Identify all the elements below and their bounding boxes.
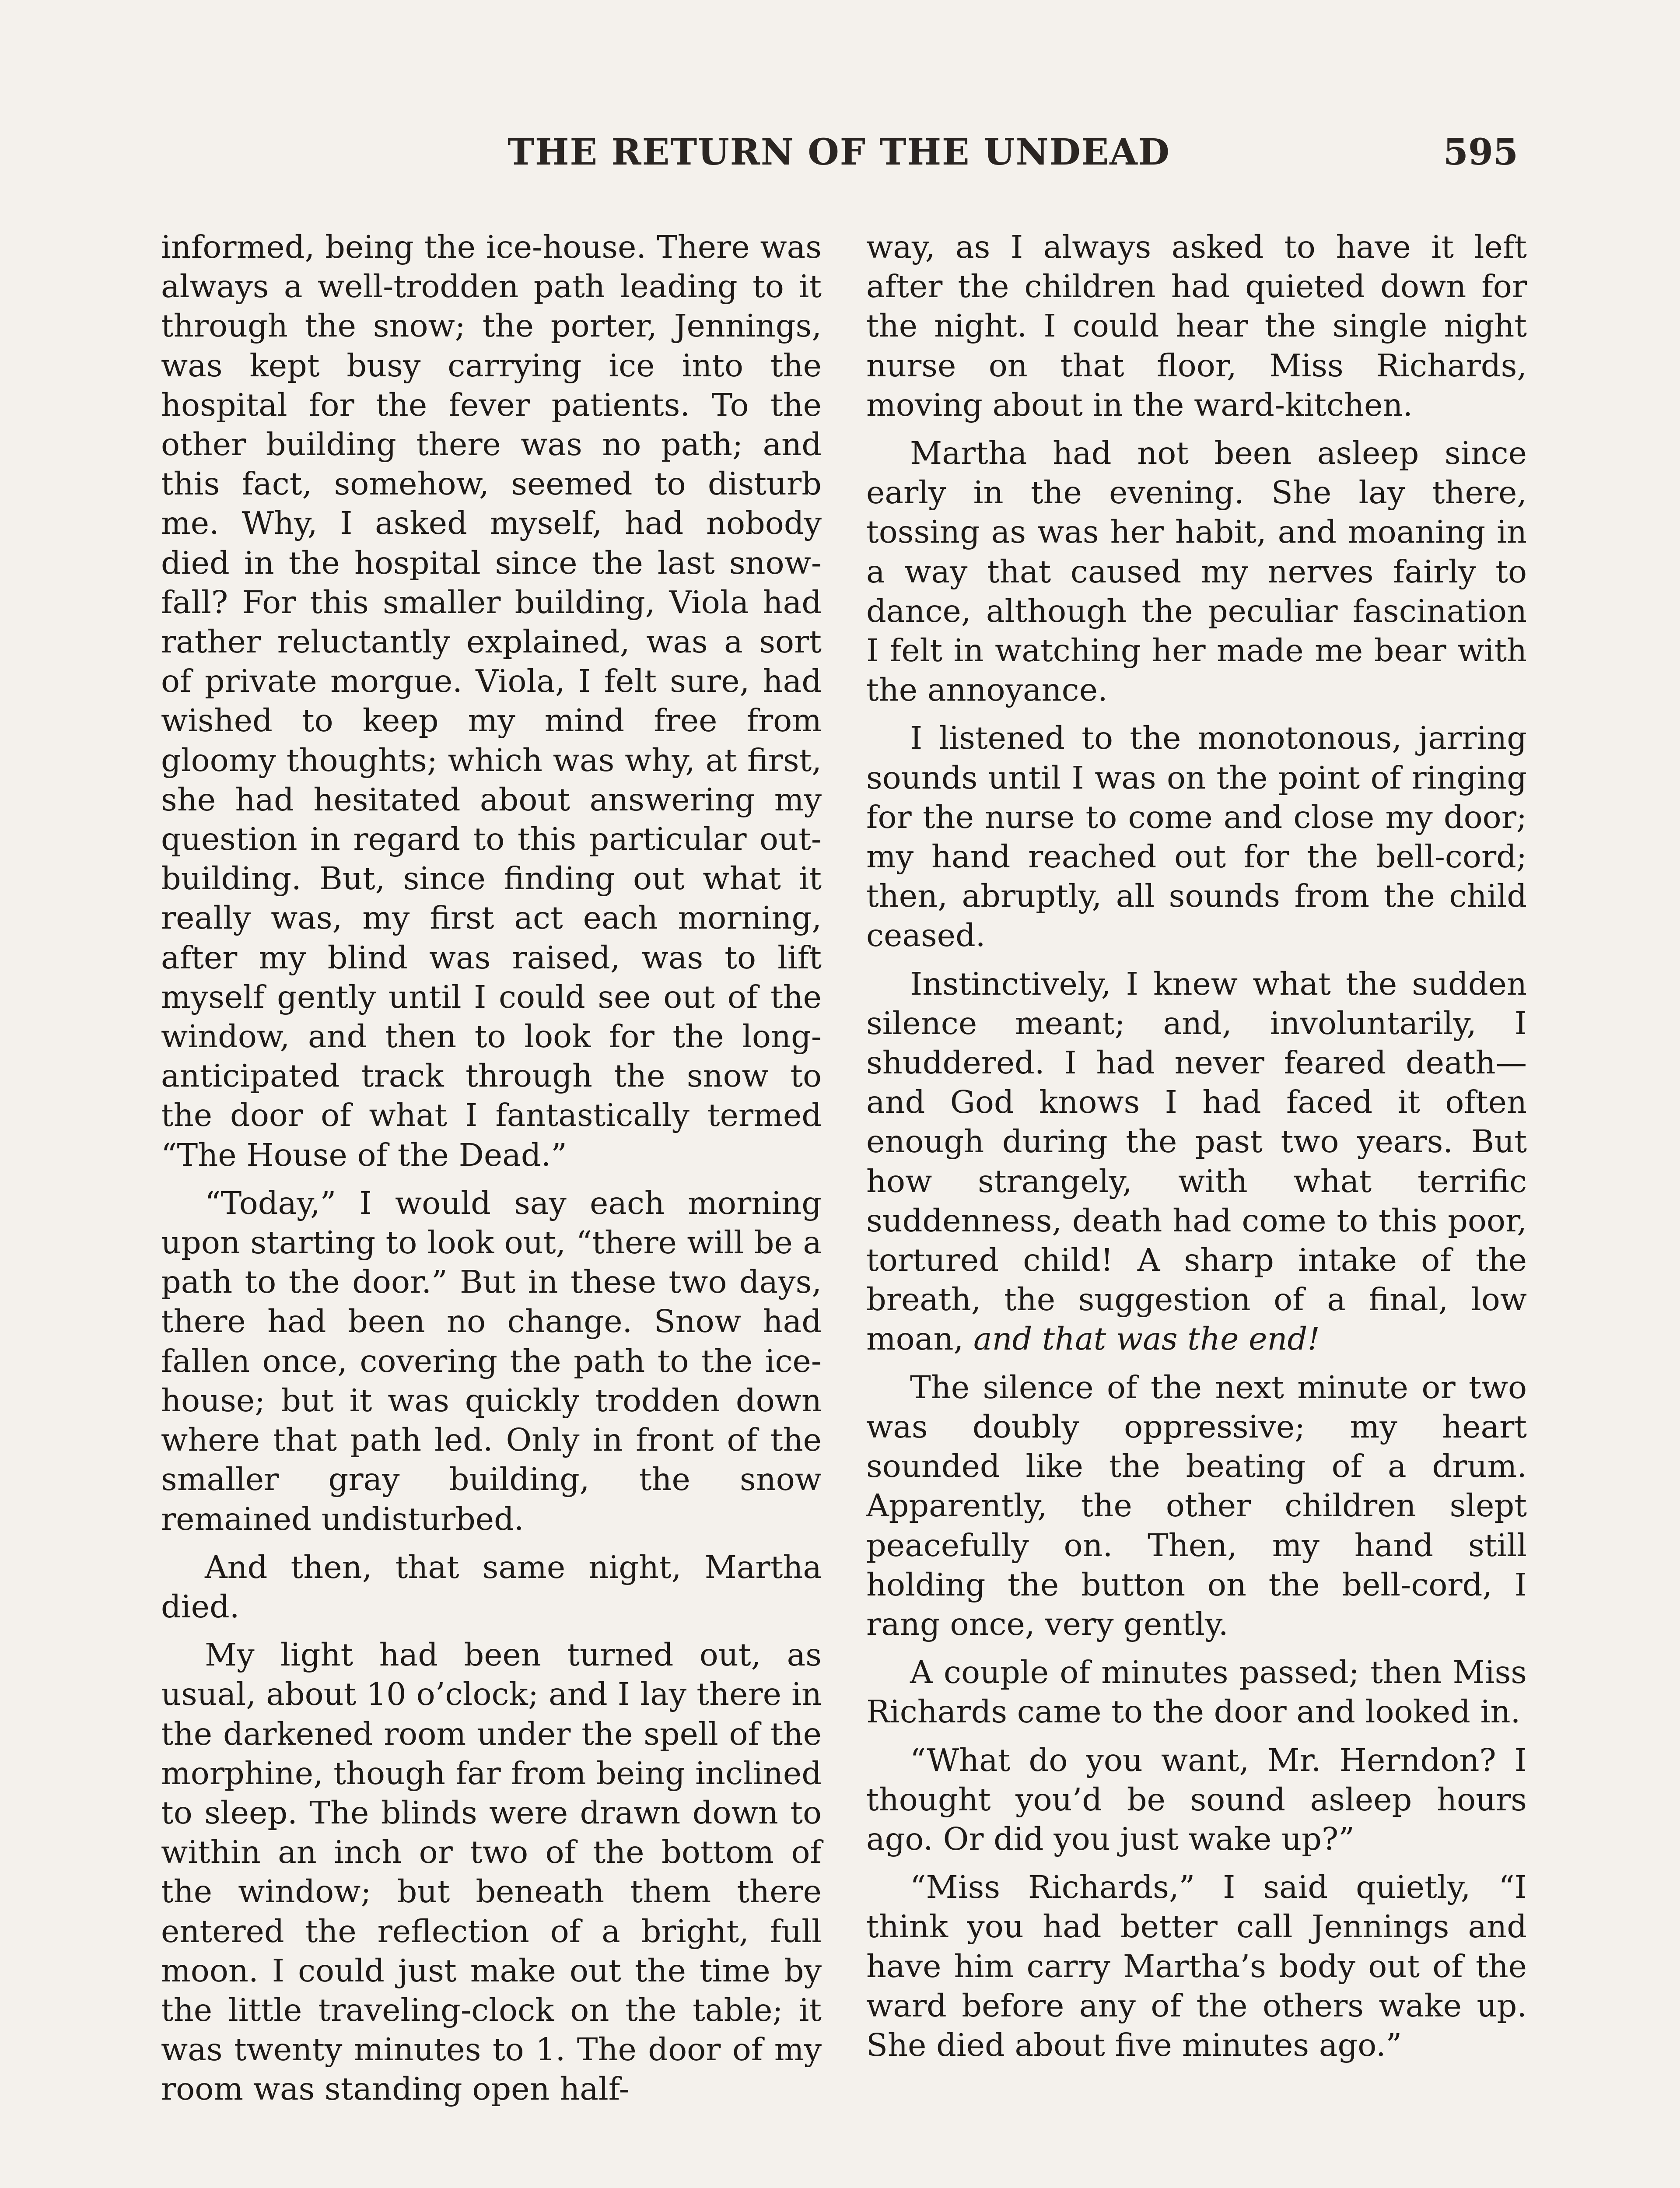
paragraph-text: Instinctively, I knew what the sudden silence meant; and, involuntarily, I shuddered. I had never feared death—and God knows I had faced it often enough during the past two years. But how strangely, with what terrific suddenness, death had come to this poor, tortured child! A sharp intake of the breath, the suggestion of a final, low moan, (866, 965, 1527, 1357)
paragraph: “Today,” I would say each morning upon starting to look out, “there will be a path to the door.” But in these two days, there had been no change. Snow had fallen once, covering the path to the ice-house; but it was quickly trodden down where that path led. Only in front of the smaller gray building, the snow remained undisturbed. (161, 1185, 822, 1537)
italic-ending: and that was the end! (973, 1321, 1320, 1357)
paragraph: My light had been turned out, as usual, about 10 o’clock; and I lay there in the darkened room under the spell of the morphine, though far from being inclined to sleep. The blinds were drawn down to within an inch or two of the bottom of the window; but beneath them there entered the reflection of a bright, full moon. I could just make out the time by the little traveling-clock on the table; it was twenty minutes to 1. The door of my room was standing open half- (161, 1637, 822, 2107)
paragraph: A couple of minutes passed; then Miss Richards came to the door and looked in. (866, 1654, 1527, 1730)
paragraph: And then, that same night, Martha died. (161, 1549, 822, 1625)
paragraph: The silence of the next minute or two was doubly oppressive; my heart sounded like the beating of a drum. Apparently, the other children slept peacefully on. Then, my hand still holding the button on the bell-cord, I rang once, very gently. (866, 1369, 1527, 1642)
paragraph: way, as I always asked to have it left after the children had quieted down for the night. I could hear the single night nurse on that floor, Miss Richards, moving about in the ward-kitchen. (866, 229, 1527, 423)
running-head (158, 131, 1518, 179)
paragraph: informed, being the ice-house. There was always a well-trodden path leading to it through the snow; the porter, Jennings, was kept busy carrying ice into the hospital for the fever patients. To the other building there was no path; and this fact, somehow, seemed to disturb me. Why, I asked myself, had nobody died in the hospital since the last snow-fall? For this smaller building, Viola had rather reluctantly explained, was a sort of private morgue. Viola, I felt sure, had wished to keep my mind free from gloomy thoughts; which was why, at first, she had hesitated about answering my question in regard to this particular out-building. But, since finding out what it really was, my first act each morning, after my blind was raised, was to lift myself gently until I could see out of the window, and then to look for the long-anticipated track through the snow to the door of what I fantastically termed “The House of the Dead.” (161, 229, 822, 1173)
paragraph: I listened to the monotonous, jarring sounds until I was on the point of ringing for the nurse to come and close my door; my hand reached out for the bell-cord; then, abruptly, all sounds from the child ceased. (866, 720, 1527, 954)
text-column-left (161, 228, 822, 2109)
paragraph-with-italic-ending (866, 964, 1527, 1359)
paragraph: Martha had not been asleep since early in the evening. She lay there, tossing as was her habit, and moaning in a way that caused my nerves fairly to dance, although the peculiar fascination I felt in watching her made me bear with the annoyance. (866, 435, 1527, 708)
running-title: THE RETURN OF THE UNDEAD (508, 131, 1170, 173)
page-number: 595 (1443, 131, 1518, 173)
paragraph: “What do you want, Mr. Herndon? I thought you’d be sound asleep hours ago. Or did you just wake up?” (866, 1742, 1527, 1857)
paragraph: “Miss Richards,” I said quietly, “I think you had better call Jennings and have him carry Martha’s body out of the ward before any of the others wake up. She died about five minutes ago.” (866, 1869, 1527, 2063)
text-column-right (866, 228, 1527, 2065)
